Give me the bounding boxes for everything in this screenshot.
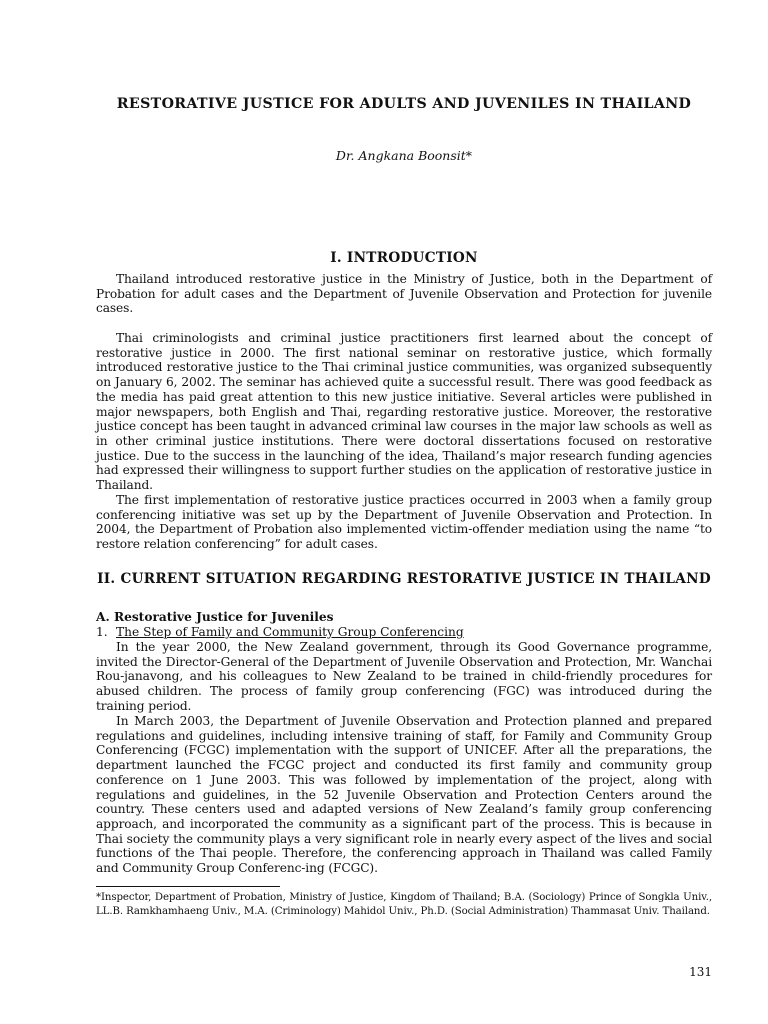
intro-paragraph-1: Thailand introduced restorative justice in the Ministry of Justice, both in the Department of Probation for adult cases and the Department of Juvenile Observation and Protection for juvenile cases. <box>96 272 712 316</box>
section-heading-current-situation: II. CURRENT SITUATION REGARDING RESTORATIVE JUSTICE IN THAILAND <box>97 571 711 587</box>
current-paragraph-1: In the year 2000, the New Zealand government, through its Good Governance programme, invited the Director-General of the Department of Juvenile Observation and Protection, Mr. Wanchai Rou-janavong, and his colleagues to New Zealand to be trained in child-friendly procedures for abused children. The process of family group conferencing (FGC) was introduced during the training period. <box>96 640 712 713</box>
page-number: 131 <box>689 965 712 979</box>
paper-title: RESTORATIVE JUSTICE FOR ADULTS AND JUVENILES IN THAILAND <box>116 96 692 112</box>
intro-paragraph-2: Thai criminologists and criminal justice practitioners first learned about the concept of restorative justice in 2000. The first national seminar on restorative justice, which formally introduced restorative justice to the Thai criminal justice communities, was organized subsequently on January 6, 2002. The seminar has achieved quite a successful result. There was good feedback as the media has paid great attention to this new justice initiative. Several articles were published in major newspapers, both English and Thai, regarding restorative justice. Moreover, the restorative justice concept has been taught in advanced criminal law courses in the major law schools as well as in other criminal justice institutions. There were doctoral dissertations focused on restorative justice. Due to the success in the launching of the idea, Thailand’s major research funding agencies had expressed their willingness to support further studies on the application of restorative justice in Thailand. <box>96 331 712 493</box>
item-heading-family-conferencing <box>96 625 464 640</box>
item-number: 1. <box>96 625 108 639</box>
item-title: The Step of Family and Community Group Conferencing <box>116 625 464 639</box>
footnote-divider <box>96 886 280 887</box>
author-name: Dr. Angkana Boonsit* <box>335 148 473 163</box>
section-heading-introduction: I. INTRODUCTION <box>330 250 478 266</box>
intro-paragraph-3: The first implementation of restorative justice practices occurred in 2003 when a family group conferencing initiative was set up by the Department of Juvenile Observation and Protection. In 2004, the Department of Probation also implemented victim-offender mediation using the name “to restore relation conferencing” for adult cases. <box>96 493 712 552</box>
current-paragraph-2: In March 2003, the Department of Juvenile Observation and Protection planned and prepared regulations and guidelines, including intensive training of staff, for Family and Community Group Conferencing (FCGC) implementation with the support of UNICEF. After all the preparations, the department launched the FCGC project and conducted its first family and community group conference on 1 June 2003. This was followed by implementation of the project, along with regulations and guidelines, in the 52 Juvenile Observation and Protection Centers around the country. These centers used and adapted versions of New Zealand’s family group conferencing approach, and incorporated the community as a significant part of the process. This is because in Thai society the community plays a very significant role in nearly every aspect of the lives and social functions of the Thai people. Therefore, the conferencing approach in Thailand was called Family and Community Group Conferenc-ing (FCGC). <box>96 714 712 876</box>
subsection-heading-juveniles: A. Restorative Justice for Juveniles <box>96 610 334 624</box>
footnote: *Inspector, Department of Probation, Ministry of Justice, Kingdom of Thailand; B.A. (Sociology) Prince of Songkla Univ., LL.B. Ramkhamhaeng Univ., M.A. (Criminology) Mahidol Univ., Ph.D. (Social Administration) Thammasat Univ. Thailand. <box>96 892 712 917</box>
paper-page <box>96 0 712 1024</box>
